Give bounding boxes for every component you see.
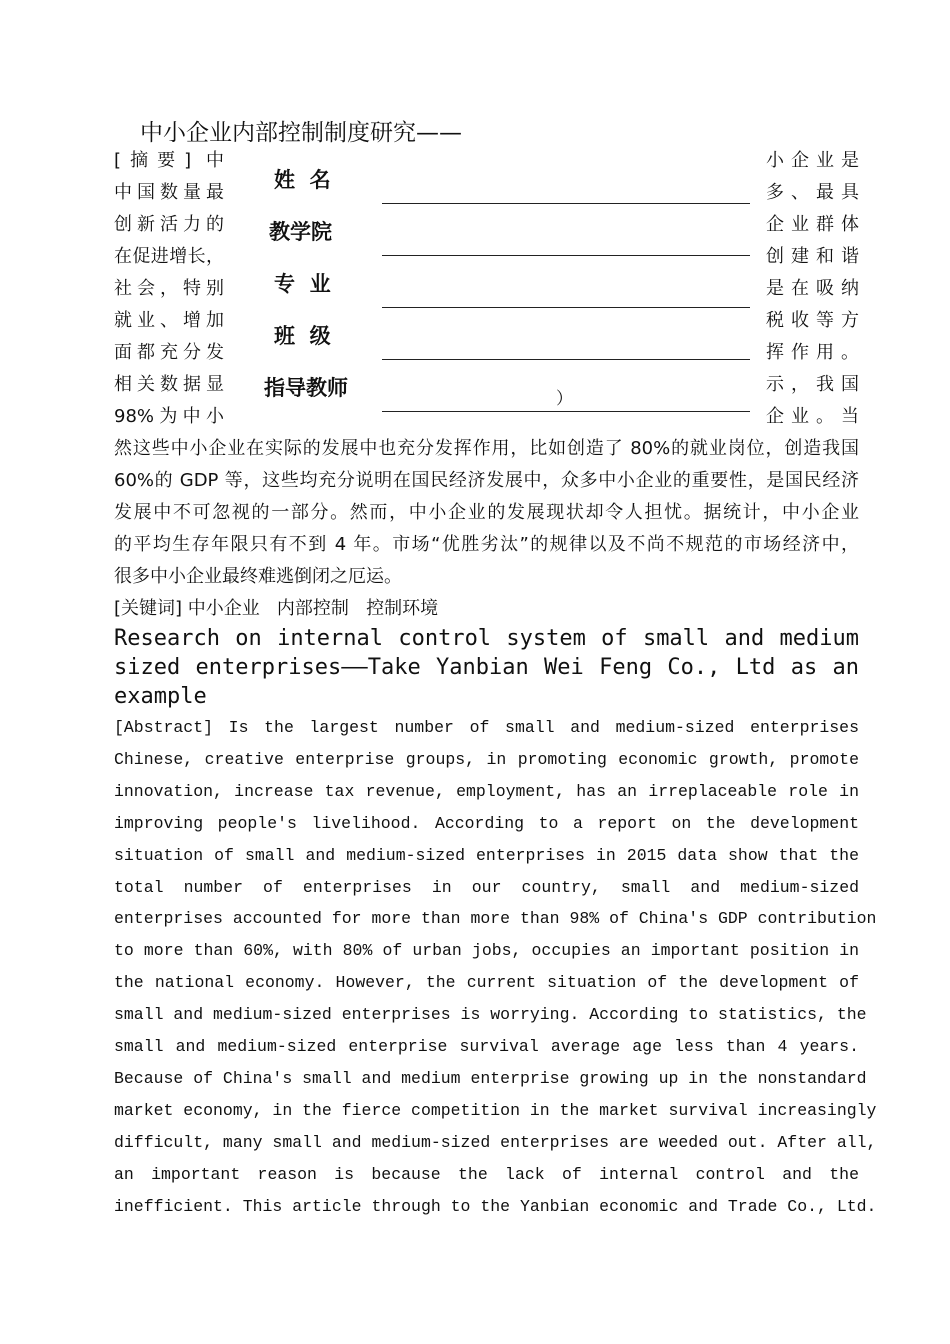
abstract-cn-left-line: 中国数量最 <box>114 182 224 203</box>
abstract-en-line: Chinese, creative enterprise groups, in promoting economic growth, promote <box>114 749 859 769</box>
abstract-en-line: innovation, increase tax revenue, employment, has an irreplaceable role in <box>114 781 859 801</box>
abstract-en-line: inefficient. This article through to the Yanbian economic and Trade Co., Ltd. <box>114 1196 877 1216</box>
abstract-en-line: improving people's livelihood. According to a report on the development <box>114 813 859 833</box>
form-row-advisor <box>258 368 758 408</box>
abstract-en-line: [Abstract] Is the largest number of small and medium-sized enterprises <box>114 718 859 737</box>
abstract-cn-right-line: 挥作用。 <box>766 342 859 363</box>
abstract-en-line: to more than 60%, with 80% of urban jobs, occupies an important position in <box>114 941 859 961</box>
abstract-cn-right-line: 创建和谐 <box>766 246 859 267</box>
abstract-en-line: situation of small and medium-sized enterprises in 2015 data show that the <box>114 845 859 865</box>
form-row-name <box>258 160 758 200</box>
abstract-cn-right-line: 示，我国 <box>766 374 859 395</box>
abstract-en-line: Because of China's small and medium enterprise growing up in the nonstandard <box>114 1068 867 1088</box>
form-value-advisor[interactable]: ） <box>556 389 573 409</box>
abstract-cn-continuation <box>114 433 859 593</box>
english-title <box>114 624 859 711</box>
abstract-cn-line: 发展中不可忽视的一部分。然而，中小企业的发展现状却令人担忧。据统计，中小企业 <box>114 502 859 523</box>
abstract-en-line: the national economy. However, the current situation of the development of <box>114 973 859 993</box>
abstract-cn-left-column <box>114 145 224 433</box>
abstract-cn-line: 然这些中小企业在实际的发展中也充分发挥作用，比如创造了 80%的就业岗位，创造我国 <box>114 438 859 459</box>
abstract-en-line: enterprises accounted for more than more than 98% of China's GDP contribution <box>114 909 877 929</box>
form-label-college: 教学院 <box>269 219 332 244</box>
form-underline <box>382 359 750 360</box>
form-underline <box>382 203 750 204</box>
form-row-college <box>258 212 758 252</box>
form-underline <box>382 255 750 256</box>
abstract-en-line: market economy, in the fierce competition in the market survival increasingly <box>114 1100 877 1120</box>
abstract-cn-left-line: 创新活力的 <box>114 214 224 235</box>
abstract-cn-left-line: 社会，特别 <box>114 278 224 299</box>
abstract-cn-left-line: 就业、增加 <box>114 310 224 331</box>
abstract-cn-right-line: 小企业是 <box>766 150 859 171</box>
form-underline <box>382 411 750 412</box>
abstract-cn-left-line: 面都充分发 <box>114 342 224 363</box>
abstract-cn-line: 的平均生存年限只有不到 4 年。市场“优胜劣汰”的规律以及不尚不规范的市场经济中， <box>114 534 859 555</box>
abstract-cn-right-column <box>766 145 859 433</box>
abstract-cn-left-line: 相关数据显 <box>114 374 224 395</box>
abstract-cn-right-line: 企业群体 <box>766 214 859 235</box>
abstract-cn-right-line: 多、最具 <box>766 182 859 203</box>
abstract-en-line: total number of enterprises in our country, small and medium-sized <box>114 877 859 897</box>
page-title: 中小企业内部控制制度研究—— <box>140 120 462 146</box>
form-underline <box>382 307 750 308</box>
abstract-cn-line: 60%的 GDP 等，这些均充分说明在国民经济发展中，众多中小企业的重要性，是国民经济 <box>114 470 859 491</box>
abstract-cn-right-line: 是在吸纳 <box>766 278 859 299</box>
english-title-line: sized enterprises——Take Yanbian Wei Feng Co., Ltd as an <box>114 655 859 680</box>
english-title-line: example <box>114 684 207 709</box>
abstract-cn-line: 很多中小企业最终难逃倒闭之厄运。 <box>114 566 402 587</box>
abstract-cn-left-line: [摘要] 中 <box>114 150 224 171</box>
form-label-class: 班 级 <box>274 323 331 348</box>
form-label-advisor: 指导教师 <box>264 375 348 400</box>
form-row-major <box>258 264 758 304</box>
abstract-cn-left-line: 在促进增长， <box>114 246 224 267</box>
keywords-cn: [关键词] 中小企业 内部控制 控制环境 <box>114 598 439 619</box>
form-row-class <box>258 316 758 356</box>
english-title-line: Research on internal control system of small and medium <box>114 626 859 651</box>
abstract-cn-left-line: 98%为中小 <box>114 406 224 427</box>
form-label-major: 专 业 <box>274 271 331 296</box>
abstract-cn-right-line: 企业。当 <box>766 406 859 427</box>
abstract-en <box>114 712 877 1223</box>
abstract-en-line: difficult, many small and medium-sized enterprises are weeded out. After all, <box>114 1132 877 1152</box>
abstract-en-line: an important reason is because the lack of internal control and the <box>114 1164 859 1184</box>
form-label-name: 姓 名 <box>274 167 331 192</box>
abstract-en-line: small and medium-sized enterprise survival average age less than 4 years. <box>114 1037 859 1057</box>
abstract-en-line: small and medium-sized enterprises is worrying. According to statistics, the <box>114 1005 867 1025</box>
abstract-cn-right-line: 税收等方 <box>766 310 859 331</box>
